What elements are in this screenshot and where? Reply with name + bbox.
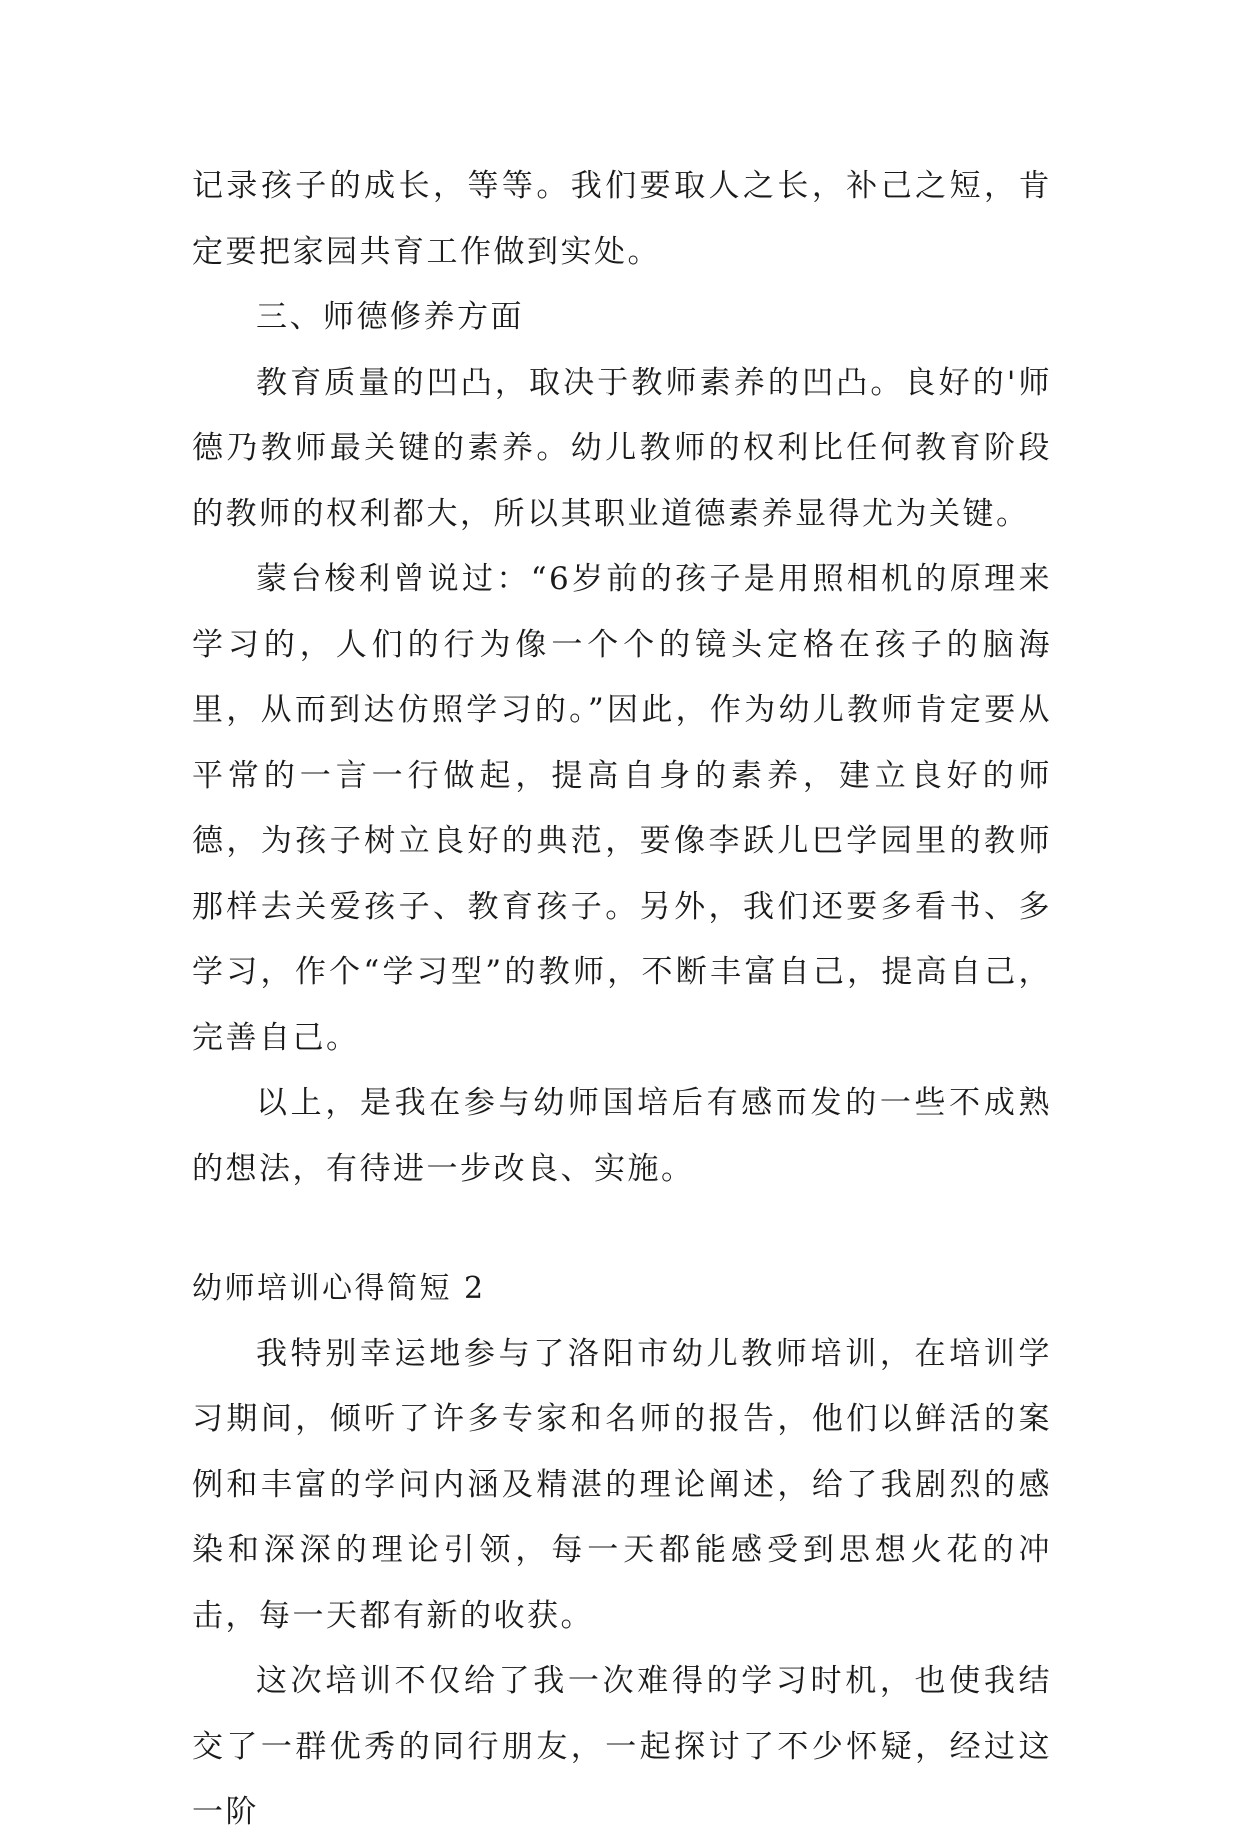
document-body [192, 154, 1052, 1846]
paragraph: 蒙台梭利曾说过：“6岁前的孩子是用照相机的原理来学习的，人们的行为像一个个的镜头定格在孩子的脑海里，从而到达仿照学习的。”因此，作为幼儿教师肯定要从平常的一言一行做起，提高自身的素养，建立良好的师德，为孩子树立良好的典范，要像李跃儿巴学园里的教师那样去关爱孩子、教育孩子。另外，我们还要多看书、多学习，作个“学习型”的教师，不断丰富自己，提高自己，完善自己。 [192, 561, 1052, 1056]
paragraph: 教育质量的凹凸，取决于教师素养的凹凸。良好的'师德乃教师最关键的素养。幼儿教师的权利比任何教育阶段的教师的权利都大，所以其职业道德素养显得尤为关键。 [192, 364, 1052, 532]
section-title: 幼师培训心得简短 2 [192, 1271, 486, 1306]
paragraph: 我特别幸运地参与了洛阳市幼儿教师培训，在培训学习期间，倾听了许多专家和名师的报告，他们以鲜活的案例和丰富的学问内涵及精湛的理论阐述，给了我剧烈的感染和深深的理论引领，每一天都能感受到思想火花的冲击，每一天都有新的收获。 [192, 1335, 1052, 1634]
paragraph: 以上，是我在参与幼师国培后有感而发的一些不成熟的想法，有待进一步改良、实施。 [192, 1085, 1052, 1187]
subheading-teacher-ethics: 三、师德修养方面 [256, 299, 524, 335]
paragraph-continuation: 记录孩子的成长，等等。我们要取人之长，补己之短，肯定要把家园共育工作做到实处。 [192, 168, 1052, 270]
paragraph: 这次培训不仅给了我一次难得的学习时机，也使我结交了一群优秀的同行朋友，一起探讨了不少怀疑，经过这一阶 [192, 1663, 1052, 1830]
